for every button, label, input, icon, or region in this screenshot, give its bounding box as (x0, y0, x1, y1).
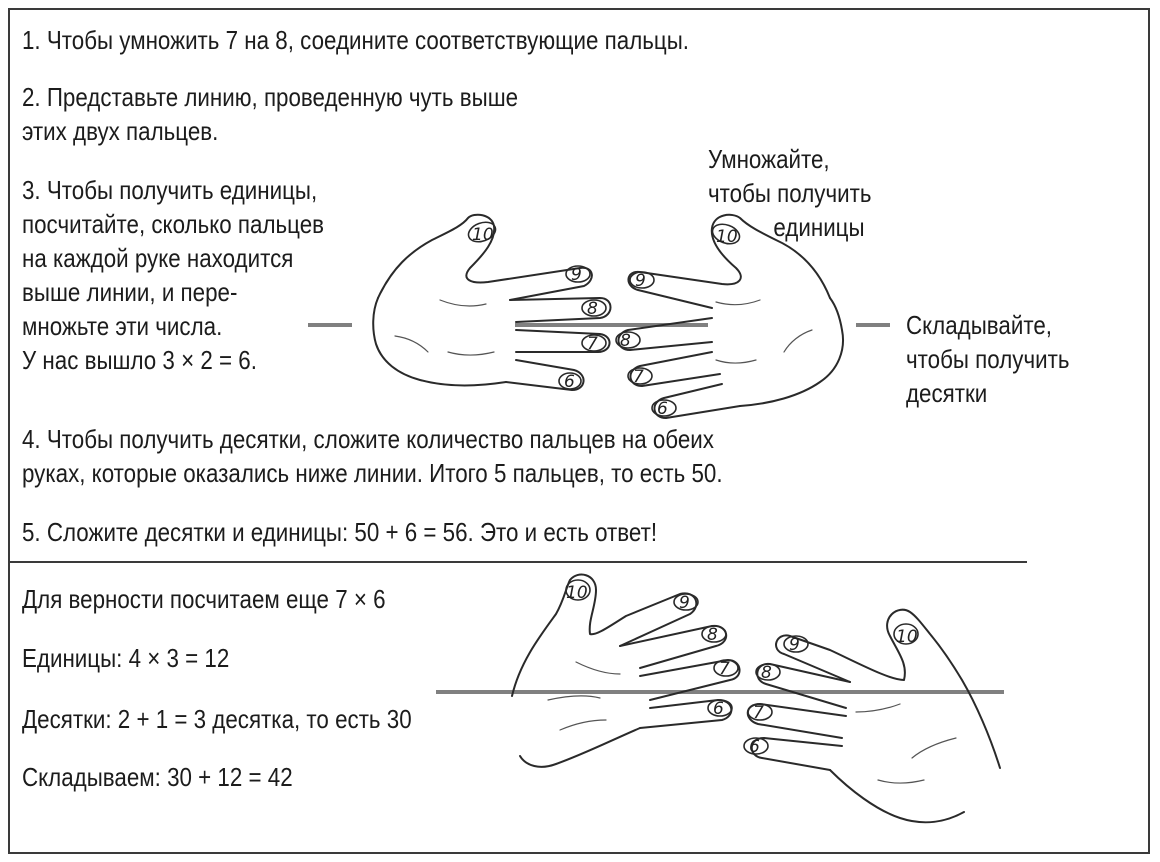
finger-number: 6 (749, 737, 760, 757)
finger-number: 9 (571, 265, 582, 285)
finger-number: 7 (587, 334, 598, 354)
step-3-line: на каждой руке находится (22, 243, 294, 273)
top-right-hand (616, 215, 843, 419)
finger-number: 8 (761, 663, 772, 683)
finger-number: 7 (633, 367, 644, 387)
sum-calc: Складываем: 30 + 12 = 42 (22, 762, 293, 792)
check-title: Для верности посчитаем еще 7 × 6 (22, 584, 386, 614)
finger-number: 10 (896, 627, 918, 647)
bottom-left-hand (512, 575, 740, 767)
finger-number: 8 (587, 299, 598, 319)
step-3-line: 3. Чтобы получить единицы, (22, 175, 318, 205)
finger-number: 9 (789, 635, 800, 655)
finger-number: 6 (713, 699, 724, 719)
finger-number: 10 (716, 227, 738, 247)
label-multiply (708, 142, 871, 244)
bottom-right-hand (744, 610, 1000, 823)
label-add-line: чтобы получить (906, 344, 1070, 374)
finger-number: 8 (707, 625, 718, 645)
finger-number: 9 (635, 271, 646, 291)
step-4 (22, 422, 723, 490)
finger-number: 7 (719, 659, 730, 679)
label-multiply-line: Умножайте, (708, 144, 830, 174)
label-multiply-line: чтобы получить (708, 178, 872, 208)
finger-number: 10 (566, 583, 588, 603)
label-multiply-line: единицы (773, 212, 865, 242)
top-left-hand (373, 215, 610, 392)
step-3-line: выше линии, и пере- (22, 277, 238, 307)
finger-number: 10 (472, 225, 494, 245)
label-add-line: десятки (906, 378, 988, 408)
label-add-line: Складывайте, (906, 310, 1052, 340)
step-3 (22, 173, 324, 377)
step-3-line: У нас вышло 3 × 2 = 6. (22, 345, 257, 375)
finger-number: 6 (564, 372, 575, 392)
step-2-line: 2. Представьте линию, проведенную чуть выше (22, 82, 519, 112)
finger-number: 7 (753, 703, 764, 723)
finger-number: 9 (679, 593, 690, 613)
step-3-line: множьте эти числа. (22, 311, 223, 341)
finger-number: 8 (620, 331, 631, 351)
step-4-line: руках, которые оказались ниже линии. Итого 5 пальцев, то есть 50. (22, 458, 723, 488)
finger-number: 6 (657, 399, 668, 419)
step-2 (22, 80, 518, 148)
tens-calc: Десятки: 2 + 1 = 3 десятка, то есть 30 (22, 704, 412, 734)
step-1: 1. Чтобы умножить 7 на 8, соедините соответствующие пальцы. (22, 25, 689, 55)
label-add (906, 308, 1069, 410)
step-3-line: посчитайте, сколько пальцев (22, 209, 325, 239)
step-4-line: 4. Чтобы получить десятки, сложите количество пальцев на обеих (22, 424, 714, 454)
units-calc: Единицы: 4 × 3 = 12 (22, 643, 230, 673)
step-2-line: этих двух пальцев. (22, 116, 219, 146)
step-5: 5. Сложите десятки и единицы: 50 + 6 = 56. Это и есть ответ! (22, 517, 658, 547)
